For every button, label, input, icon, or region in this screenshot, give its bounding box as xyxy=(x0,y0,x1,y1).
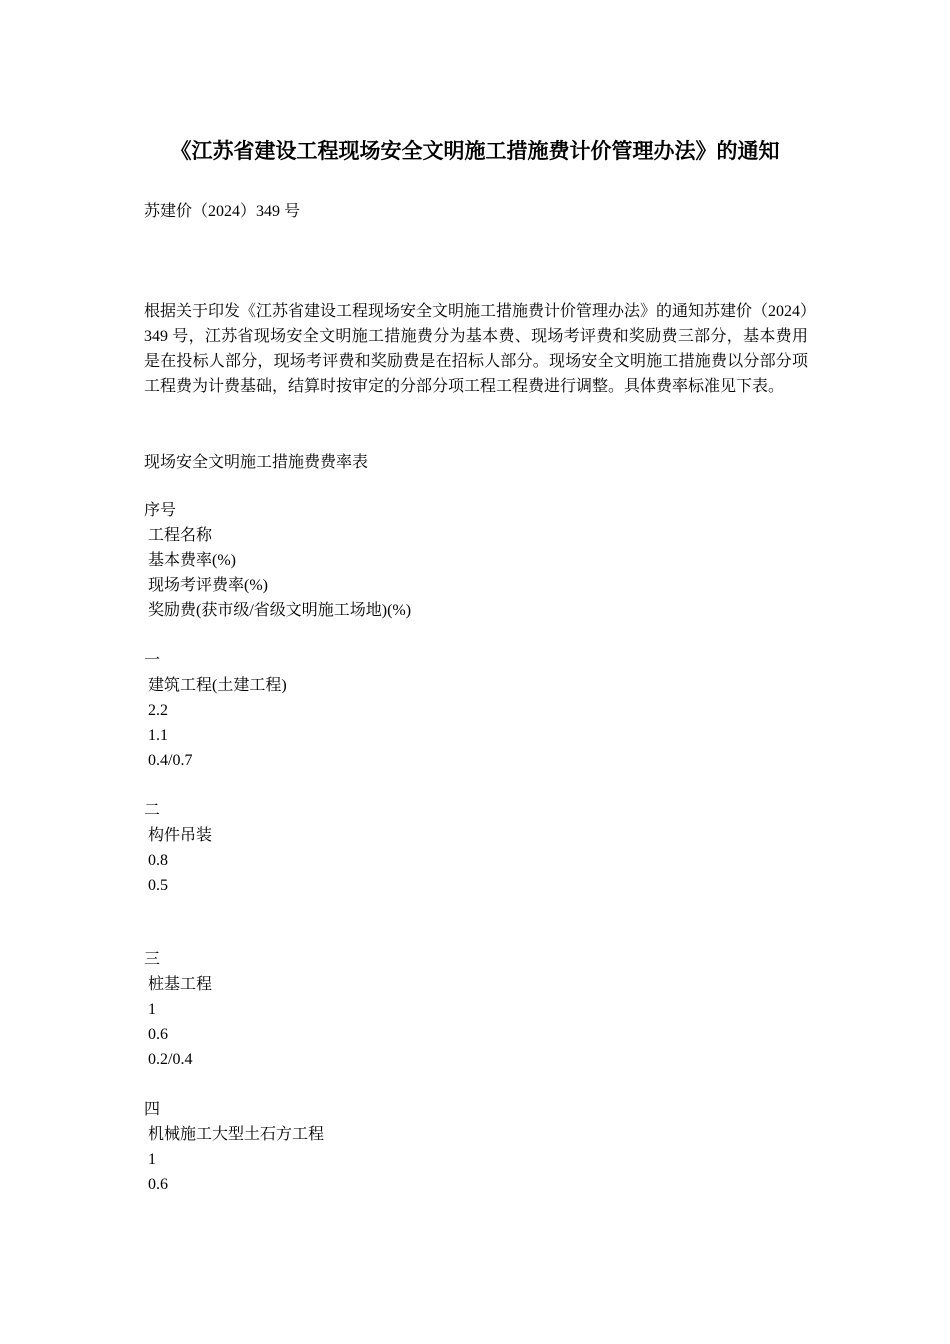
table-row xyxy=(144,947,744,1072)
row-base-rate: 0.8 xyxy=(148,852,168,869)
row-reward-rate: 0.2/0.4 xyxy=(148,1051,193,1068)
table-row xyxy=(144,798,744,923)
row-eval-rate: 0.6 xyxy=(148,1026,168,1043)
row-eval-rate: 0.6 xyxy=(148,1176,168,1193)
header-base-rate: 基本费率(%) xyxy=(148,552,236,569)
table-row xyxy=(144,648,744,773)
row-index: 四 xyxy=(144,1101,161,1118)
document-title: 《江苏省建设工程现场安全文明施工措施费计价管理办法》的通知 xyxy=(170,139,780,163)
row-name: 机械施工大型土石方工程 xyxy=(148,1126,325,1143)
header-eval-rate: 现场考评费率(%) xyxy=(148,577,268,594)
row-index: 一 xyxy=(144,652,161,669)
table-header xyxy=(144,498,744,623)
row-name: 桩基工程 xyxy=(148,976,213,993)
header-name: 工程名称 xyxy=(148,527,213,544)
table-row xyxy=(144,1097,744,1197)
row-base-rate: 1 xyxy=(148,1001,156,1018)
row-eval-rate: 0.5 xyxy=(148,877,168,894)
row-name: 构件吊装 xyxy=(148,827,213,844)
document-number: 苏建价（2024）349 号 xyxy=(144,203,301,220)
header-reward-rate: 奖励费(获市级/省级文明施工场地)(%) xyxy=(148,602,412,619)
row-reward-rate xyxy=(144,898,744,923)
row-name: 建筑工程(土建工程) xyxy=(148,677,287,694)
header-index: 序号 xyxy=(144,502,177,519)
table-caption: 现场安全文明施工措施费费率表 xyxy=(144,454,369,471)
row-reward-rate: 0.4/0.7 xyxy=(148,752,193,769)
row-index: 二 xyxy=(144,802,161,819)
row-base-rate: 1 xyxy=(148,1151,156,1168)
row-index: 三 xyxy=(144,951,161,968)
row-base-rate: 2.2 xyxy=(148,702,168,719)
row-eval-rate: 1.1 xyxy=(148,727,168,744)
body-paragraph: 根据关于印发《江苏省建设工程现场安全文明施工措施费计价管理办法》的通知苏建价（2024）349 号，江苏省现场安全文明施工措施费分为基本费、现场考评费和奖励费三部分，基本费用是在投标人部分，现场考评费和奖励费是在招标人部分。现场安全文明施工措施费以分部分项工程费为计费基础，结算时按审定的分部分项工程工程费进行调整。具体费率标准见下表。 xyxy=(144,303,809,395)
